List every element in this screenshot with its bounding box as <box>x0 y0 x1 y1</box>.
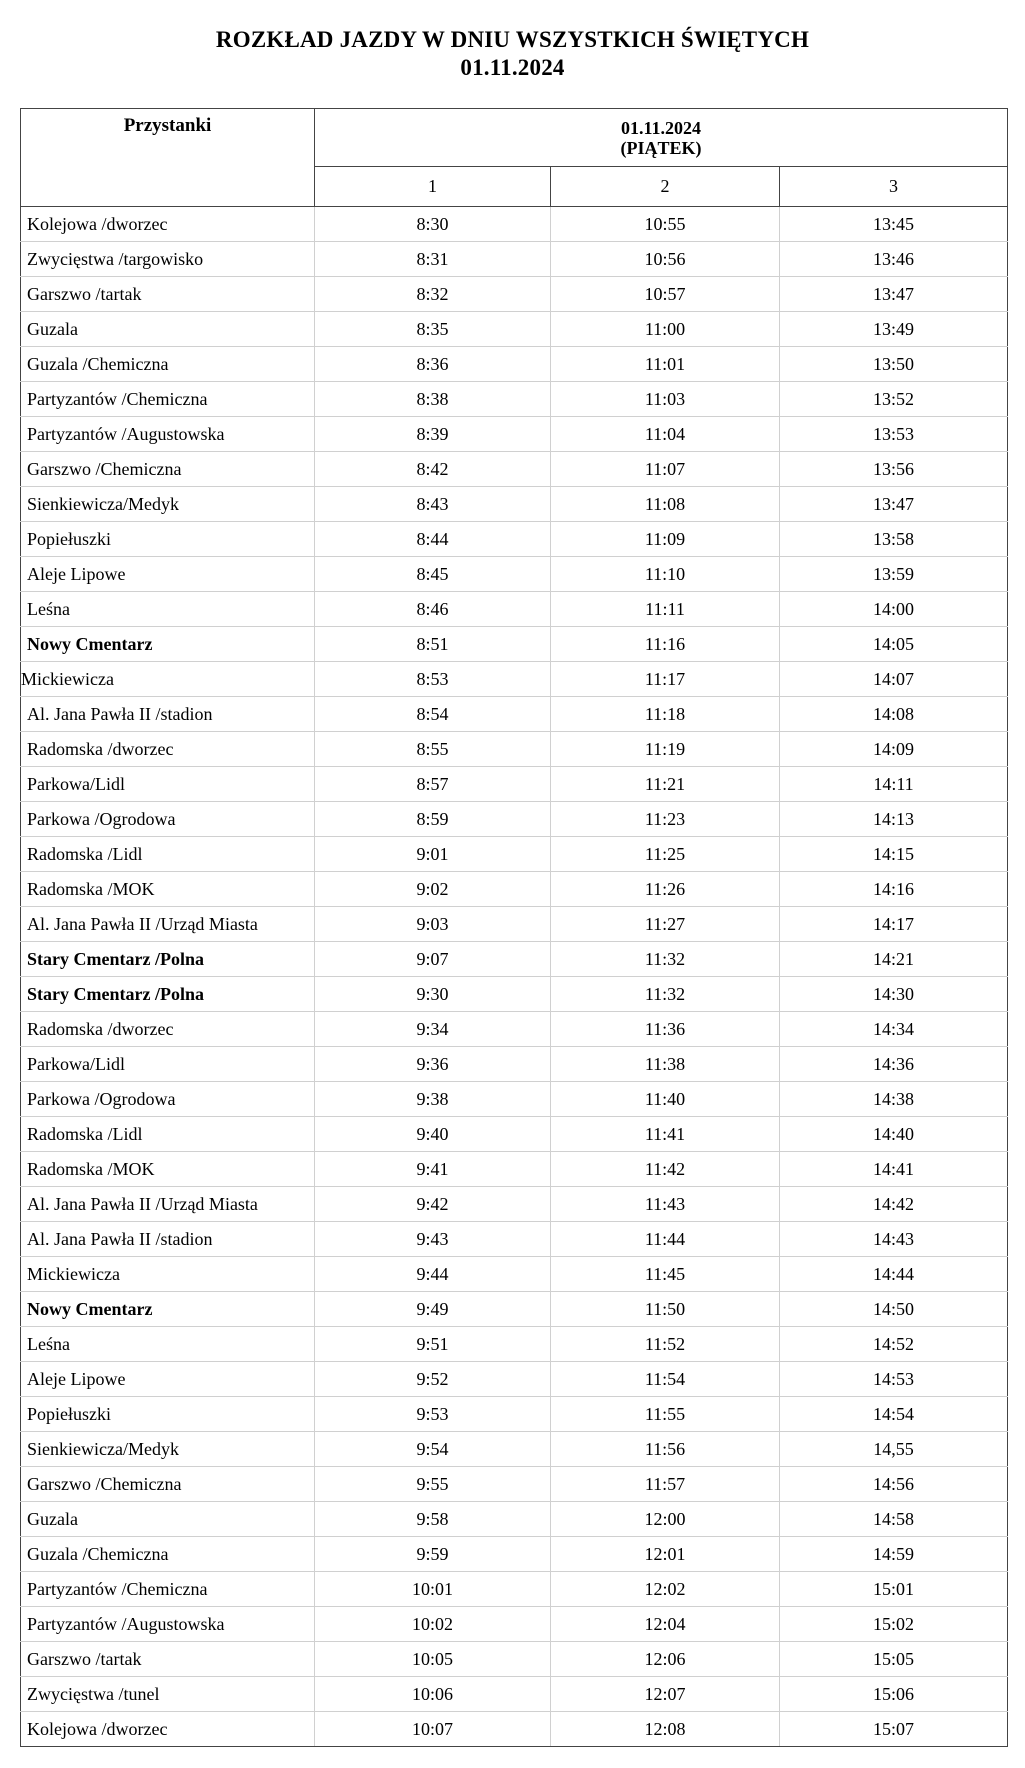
departure-time-cell: 11:18 <box>551 697 780 732</box>
departure-time-cell: 11:43 <box>551 1187 780 1222</box>
departure-time-cell: 14:41 <box>780 1152 1008 1187</box>
stop-name-cell: Parkowa/Lidl <box>21 1047 315 1082</box>
stop-name-cell: Zwycięstwa /tunel <box>21 1677 315 1712</box>
departure-time-cell: 9:42 <box>315 1187 551 1222</box>
table-row <box>21 207 1008 242</box>
table-row <box>21 1152 1008 1187</box>
stop-name-cell: Partyzantów /Chemiczna <box>21 1572 315 1607</box>
stop-name-cell: Al. Jana Pawła II /stadion <box>21 697 315 732</box>
departure-time-cell: 11:38 <box>551 1047 780 1082</box>
departure-time-cell: 9:54 <box>315 1432 551 1467</box>
stop-name-cell: Radomska /dworzec <box>21 1012 315 1047</box>
departure-time-cell: 14:05 <box>780 627 1008 662</box>
stop-name-cell: Kolejowa /dworzec <box>21 1712 315 1747</box>
departure-time-cell: 15:05 <box>780 1642 1008 1677</box>
departure-time-cell: 12:01 <box>551 1537 780 1572</box>
departure-time-cell: 8:57 <box>315 767 551 802</box>
departure-time-cell: 8:39 <box>315 417 551 452</box>
stop-name-cell: Garszwo /Chemiczna <box>21 1467 315 1502</box>
departure-time-cell: 14:30 <box>780 977 1008 1012</box>
stop-name-cell: Sienkiewicza/Medyk <box>21 1432 315 1467</box>
departure-time-cell: 10:05 <box>315 1642 551 1677</box>
departure-time-cell: 14:13 <box>780 802 1008 837</box>
departure-time-cell: 12:06 <box>551 1642 780 1677</box>
departure-time-cell: 11:04 <box>551 417 780 452</box>
departure-time-cell: 9:34 <box>315 1012 551 1047</box>
table-row <box>21 347 1008 382</box>
departure-time-cell: 14:58 <box>780 1502 1008 1537</box>
departure-time-cell: 13:45 <box>780 207 1008 242</box>
stop-name-cell: Kolejowa /dworzec <box>21 207 315 242</box>
stop-name-cell: Aleje Lipowe <box>21 1362 315 1397</box>
departure-time-cell: 11:44 <box>551 1222 780 1257</box>
departure-time-cell: 9:40 <box>315 1117 551 1152</box>
table-row <box>21 1047 1008 1082</box>
stop-name-cell: Aleje Lipowe <box>21 557 315 592</box>
departure-time-cell: 9:41 <box>315 1152 551 1187</box>
departure-time-cell: 8:43 <box>315 487 551 522</box>
departure-time-cell: 14:59 <box>780 1537 1008 1572</box>
departure-time-cell: 9:36 <box>315 1047 551 1082</box>
stop-name-cell: Mickiewicza <box>21 1257 315 1292</box>
table-row <box>21 1222 1008 1257</box>
departure-time-cell: 8:44 <box>315 522 551 557</box>
table-row <box>21 1642 1008 1677</box>
departure-time-cell: 8:51 <box>315 627 551 662</box>
stop-name-cell: Al. Jana Pawła II /stadion <box>21 1222 315 1257</box>
departure-time-cell: 12:02 <box>551 1572 780 1607</box>
stop-name-cell: Guzala <box>21 1502 315 1537</box>
departure-time-cell: 13:49 <box>780 312 1008 347</box>
stop-name-cell: Guzala /Chemiczna <box>21 1537 315 1572</box>
departure-time-cell: 8:36 <box>315 347 551 382</box>
table-row <box>21 452 1008 487</box>
table-row <box>21 487 1008 522</box>
table-row <box>21 242 1008 277</box>
departure-time-cell: 11:26 <box>551 872 780 907</box>
departure-time-cell: 8:32 <box>315 277 551 312</box>
table-row <box>21 1607 1008 1642</box>
date-column-header <box>315 109 1008 167</box>
departure-time-cell: 10:01 <box>315 1572 551 1607</box>
table-row <box>21 1362 1008 1397</box>
departure-time-cell: 11:23 <box>551 802 780 837</box>
departure-time-cell: 13:47 <box>780 277 1008 312</box>
departure-time-cell: 14:16 <box>780 872 1008 907</box>
stop-name-cell: Radomska /MOK <box>21 872 315 907</box>
departure-time-cell: 9:30 <box>315 977 551 1012</box>
departure-time-cell: 8:38 <box>315 382 551 417</box>
table-row <box>21 872 1008 907</box>
stop-name-cell: Stary Cmentarz /Polna <box>21 942 315 977</box>
departure-time-cell: 12:08 <box>551 1712 780 1747</box>
departure-time-cell: 11:42 <box>551 1152 780 1187</box>
stop-name-cell: Garszwo /tartak <box>21 277 315 312</box>
table-row <box>21 1257 1008 1292</box>
departure-time-cell: 9:59 <box>315 1537 551 1572</box>
departure-time-cell: 14:52 <box>780 1327 1008 1362</box>
table-row <box>21 1572 1008 1607</box>
table-row <box>21 907 1008 942</box>
departure-time-cell: 14:09 <box>780 732 1008 767</box>
stops-column-header: Przystanki <box>21 109 315 207</box>
departure-time-cell: 15:01 <box>780 1572 1008 1607</box>
departure-time-cell: 10:56 <box>551 242 780 277</box>
departure-time-cell: 11:10 <box>551 557 780 592</box>
stop-name-cell: Popiełuszki <box>21 522 315 557</box>
departure-time-cell: 11:27 <box>551 907 780 942</box>
stop-name-cell: Leśna <box>21 592 315 627</box>
departure-time-cell: 14:53 <box>780 1362 1008 1397</box>
departure-time-cell: 14:42 <box>780 1187 1008 1222</box>
departure-time-cell: 8:55 <box>315 732 551 767</box>
departure-time-cell: 13:58 <box>780 522 1008 557</box>
stop-name-cell: Radomska /Lidl <box>21 1117 315 1152</box>
table-row <box>21 277 1008 312</box>
departure-time-cell: 14:43 <box>780 1222 1008 1257</box>
departure-time-cell: 14:54 <box>780 1397 1008 1432</box>
departure-time-cell: 11:16 <box>551 627 780 662</box>
departure-time-cell: 8:35 <box>315 312 551 347</box>
departure-time-cell: 13:53 <box>780 417 1008 452</box>
departure-time-cell: 14:34 <box>780 1012 1008 1047</box>
title-line-2: 01.11.2024 <box>460 55 565 80</box>
stop-name-cell: Leśna <box>21 1327 315 1362</box>
table-row <box>21 1467 1008 1502</box>
table-row <box>21 802 1008 837</box>
stop-name-cell: Partyzantów /Augustowska <box>21 417 315 452</box>
table-row <box>21 732 1008 767</box>
table-row <box>21 1292 1008 1327</box>
table-row <box>21 382 1008 417</box>
departure-time-cell: 11:19 <box>551 732 780 767</box>
table-row <box>21 592 1008 627</box>
table-row <box>21 942 1008 977</box>
stop-name-cell: Stary Cmentarz /Polna <box>21 977 315 1012</box>
departure-time-cell: 11:57 <box>551 1467 780 1502</box>
departure-time-cell: 9:02 <box>315 872 551 907</box>
departure-time-cell: 9:07 <box>315 942 551 977</box>
departure-time-cell: 10:02 <box>315 1607 551 1642</box>
day-label: (PIĄTEK) <box>620 137 702 158</box>
table-row <box>21 1012 1008 1047</box>
stop-name-cell: Garszwo /tartak <box>21 1642 315 1677</box>
stop-name-cell: Al. Jana Pawła II /Urząd Miasta <box>21 1187 315 1222</box>
departure-time-cell: 11:07 <box>551 452 780 487</box>
departure-time-cell: 9:58 <box>315 1502 551 1537</box>
departure-time-cell: 11:45 <box>551 1257 780 1292</box>
departure-time-cell: 9:49 <box>315 1292 551 1327</box>
departure-time-cell: 14:56 <box>780 1467 1008 1502</box>
stop-name-cell: Radomska /MOK <box>21 1152 315 1187</box>
table-row <box>21 557 1008 592</box>
departure-time-cell: 9:53 <box>315 1397 551 1432</box>
table-row <box>21 1677 1008 1712</box>
departure-time-cell: 15:07 <box>780 1712 1008 1747</box>
departure-time-cell: 14:36 <box>780 1047 1008 1082</box>
departure-time-cell: 11:09 <box>551 522 780 557</box>
departure-time-cell: 8:46 <box>315 592 551 627</box>
departure-time-cell: 11:52 <box>551 1327 780 1362</box>
departure-time-cell: 8:59 <box>315 802 551 837</box>
departure-time-cell: 11:25 <box>551 837 780 872</box>
departure-time-cell: 11:01 <box>551 347 780 382</box>
departure-time-cell: 11:50 <box>551 1292 780 1327</box>
departure-time-cell: 15:02 <box>780 1607 1008 1642</box>
departure-time-cell: 10:55 <box>551 207 780 242</box>
stop-name-cell: Parkowa /Ogrodowa <box>21 802 315 837</box>
table-row <box>21 1502 1008 1537</box>
table-row <box>21 662 1008 697</box>
departure-time-cell: 13:59 <box>780 557 1008 592</box>
departure-time-cell: 8:53 <box>315 662 551 697</box>
departure-time-cell: 14:08 <box>780 697 1008 732</box>
departure-time-cell: 8:45 <box>315 557 551 592</box>
departure-time-cell: 13:46 <box>780 242 1008 277</box>
stop-name-cell: Garszwo /Chemiczna <box>21 452 315 487</box>
table-row <box>21 1432 1008 1467</box>
departure-time-cell: 11:00 <box>551 312 780 347</box>
departure-time-cell: 14:21 <box>780 942 1008 977</box>
departure-time-cell: 13:50 <box>780 347 1008 382</box>
departure-time-cell: 9:43 <box>315 1222 551 1257</box>
table-row <box>21 977 1008 1012</box>
departure-time-cell: 11:03 <box>551 382 780 417</box>
table-row <box>21 697 1008 732</box>
departure-time-cell: 9:51 <box>315 1327 551 1362</box>
title-line-1: ROZKŁAD JAZDY W DNIU WSZYSTKICH ŚWIĘTYCH <box>215 27 810 52</box>
departure-time-cell: 14:38 <box>780 1082 1008 1117</box>
table-row <box>21 1187 1008 1222</box>
departure-time-cell: 14:44 <box>780 1257 1008 1292</box>
departure-time-cell: 9:01 <box>315 837 551 872</box>
departure-time-cell: 11:11 <box>551 592 780 627</box>
departure-time-cell: 9:03 <box>315 907 551 942</box>
departure-time-cell: 9:52 <box>315 1362 551 1397</box>
timetable <box>20 108 1008 1747</box>
departure-time-cell: 11:08 <box>551 487 780 522</box>
table-row <box>21 767 1008 802</box>
departure-time-cell: 11:54 <box>551 1362 780 1397</box>
stop-name-cell: Mickiewicza <box>21 662 315 697</box>
departure-time-cell: 10:06 <box>315 1677 551 1712</box>
stop-name-cell: Radomska /Lidl <box>21 837 315 872</box>
departure-time-cell: 14,55 <box>780 1432 1008 1467</box>
page-title <box>0 0 1025 82</box>
departure-time-cell: 11:55 <box>551 1397 780 1432</box>
date-label: 01.11.2024 <box>620 117 701 138</box>
departure-time-cell: 12:00 <box>551 1502 780 1537</box>
departure-time-cell: 11:21 <box>551 767 780 802</box>
departure-time-cell: 15:06 <box>780 1677 1008 1712</box>
stop-name-cell: Nowy Cmentarz <box>21 1292 315 1327</box>
table-row <box>21 837 1008 872</box>
departure-time-cell: 14:11 <box>780 767 1008 802</box>
departure-time-cell: 14:50 <box>780 1292 1008 1327</box>
course-header: 3 <box>780 167 1008 207</box>
departure-time-cell: 13:47 <box>780 487 1008 522</box>
departure-time-cell: 14:17 <box>780 907 1008 942</box>
stop-name-cell: Parkowa/Lidl <box>21 767 315 802</box>
stop-name-cell: Zwycięstwa /targowisko <box>21 242 315 277</box>
departure-time-cell: 9:44 <box>315 1257 551 1292</box>
table-row <box>21 1082 1008 1117</box>
stop-name-cell: Nowy Cmentarz <box>21 627 315 662</box>
departure-time-cell: 12:04 <box>551 1607 780 1642</box>
departure-time-cell: 9:38 <box>315 1082 551 1117</box>
table-row <box>21 1117 1008 1152</box>
departure-time-cell: 11:17 <box>551 662 780 697</box>
stop-name-cell: Partyzantów /Chemiczna <box>21 382 315 417</box>
departure-time-cell: 8:42 <box>315 452 551 487</box>
table-row <box>21 312 1008 347</box>
departure-time-cell: 11:56 <box>551 1432 780 1467</box>
table-row <box>21 1537 1008 1572</box>
departure-time-cell: 8:54 <box>315 697 551 732</box>
table-row <box>21 1397 1008 1432</box>
table-row <box>21 627 1008 662</box>
departure-time-cell: 13:56 <box>780 452 1008 487</box>
timetable-header <box>21 109 1008 207</box>
departure-time-cell: 14:07 <box>780 662 1008 697</box>
stop-name-cell: Guzala /Chemiczna <box>21 347 315 382</box>
departure-time-cell: 9:55 <box>315 1467 551 1502</box>
departure-time-cell: 14:15 <box>780 837 1008 872</box>
departure-time-cell: 8:31 <box>315 242 551 277</box>
table-row <box>21 417 1008 452</box>
timetable-body <box>21 207 1008 1747</box>
course-header: 1 <box>315 167 551 207</box>
departure-time-cell: 13:52 <box>780 382 1008 417</box>
stop-name-cell: Parkowa /Ogrodowa <box>21 1082 315 1117</box>
table-row <box>21 1327 1008 1362</box>
course-header: 2 <box>551 167 780 207</box>
departure-time-cell: 10:07 <box>315 1712 551 1747</box>
stop-name-cell: Popiełuszki <box>21 1397 315 1432</box>
stop-name-cell: Partyzantów /Augustowska <box>21 1607 315 1642</box>
departure-time-cell: 12:07 <box>551 1677 780 1712</box>
stop-name-cell: Sienkiewicza/Medyk <box>21 487 315 522</box>
stop-name-cell: Al. Jana Pawła II /Urząd Miasta <box>21 907 315 942</box>
departure-time-cell: 11:36 <box>551 1012 780 1047</box>
departure-time-cell: 8:30 <box>315 207 551 242</box>
table-row <box>21 1712 1008 1747</box>
departure-time-cell: 11:32 <box>551 977 780 1012</box>
stop-name-cell: Radomska /dworzec <box>21 732 315 767</box>
departure-time-cell: 14:00 <box>780 592 1008 627</box>
departure-time-cell: 14:40 <box>780 1117 1008 1152</box>
departure-time-cell: 11:40 <box>551 1082 780 1117</box>
stop-name-cell: Guzala <box>21 312 315 347</box>
departure-time-cell: 11:32 <box>551 942 780 977</box>
departure-time-cell: 10:57 <box>551 277 780 312</box>
departure-time-cell: 11:41 <box>551 1117 780 1152</box>
table-row <box>21 522 1008 557</box>
